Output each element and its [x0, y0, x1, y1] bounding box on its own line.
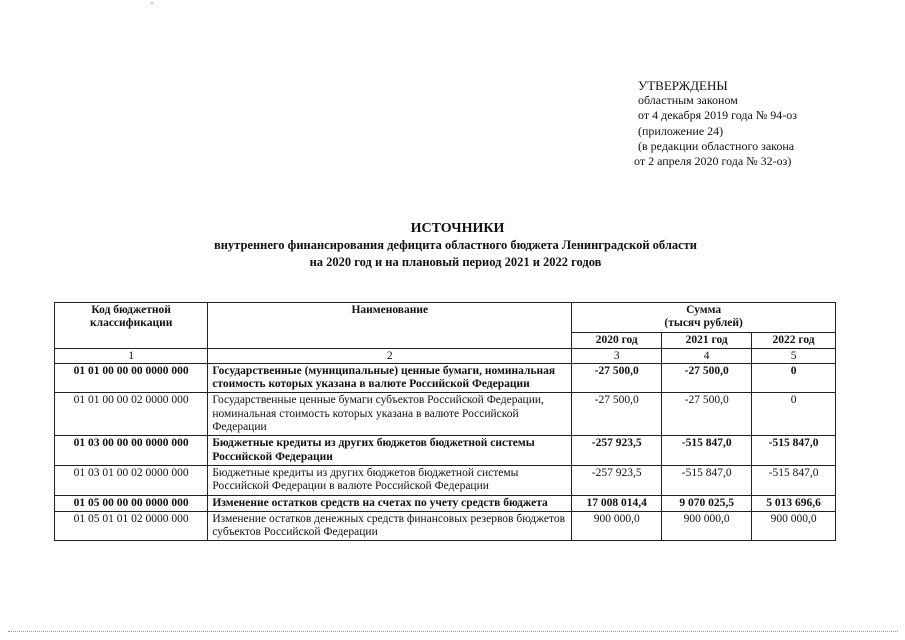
header-2022: 2022 год	[752, 332, 836, 348]
name-cell: Бюджетные кредиты из других бюджетов бюджетной системы Российской Федерации	[208, 436, 572, 466]
table-row	[55, 363, 836, 393]
scan-artifact-line	[8, 631, 898, 633]
header-name: Наименование	[208, 303, 572, 349]
amount-2022-cell: -515 847,0	[752, 436, 836, 466]
financing-sources-table	[54, 302, 836, 541]
budget-code-cell: 01 01 00 00 02 0000 000	[55, 393, 208, 436]
budget-code-cell: 01 01 00 00 00 0000 000	[55, 363, 208, 393]
table-row	[55, 436, 836, 466]
column-number: 1	[55, 348, 208, 363]
header-unit: (тысяч рублей)	[572, 317, 836, 332]
column-number: 3	[572, 348, 662, 363]
approval-line-2: от 4 декабря 2019 года № 94-оз	[638, 108, 798, 123]
amount-2020-cell: 17 008 014,4	[572, 495, 662, 511]
budget-code-cell: 01 03 01 00 02 0000 000	[55, 465, 208, 495]
table-row	[55, 465, 836, 495]
table-row	[55, 511, 836, 541]
approval-line-4: (в редакции областного закона	[638, 138, 795, 153]
amount-2022-cell: 900 000,0	[752, 511, 836, 541]
approval-stamp	[634, 78, 828, 169]
table-row	[55, 393, 836, 436]
name-cell: Бюджетные кредиты из других бюджетов бюджетной системы Российской Федерации в валюте Российской Федерации	[208, 465, 572, 495]
amount-2021-cell: -27 500,0	[662, 363, 752, 393]
amount-2020-cell: -27 500,0	[572, 393, 662, 436]
approval-line-3: (приложение 24)	[638, 123, 724, 138]
header-code: Код бюджетной классификации	[55, 303, 208, 349]
amount-2022-cell: 0	[752, 393, 836, 436]
header-row	[55, 303, 836, 318]
approval-line-5: от 2 апреля 2020 года № 32-оз)	[634, 154, 792, 169]
name-cell: Государственные ценные бумаги субъектов Российской Федерации, номинальная стоимость которых указана в валюте Российской Федерации	[208, 393, 572, 436]
document-heading	[0, 220, 905, 271]
name-cell: Изменение остатков денежных средств финансовых резервов бюджетов субъектов Российской Федерации	[208, 511, 572, 541]
approval-line-1: областным законом	[638, 93, 738, 108]
document-title: ИСТОЧНИКИ	[410, 221, 505, 236]
column-number: 2	[208, 348, 572, 363]
amount-2022-cell: -515 847,0	[752, 465, 836, 495]
budget-code-cell: 01 05 00 00 00 0000 000	[55, 495, 208, 511]
name-cell: Государственные (муниципальные) ценные бумаги, номинальная стоимость которых указана в валюте Российской Федерации	[208, 363, 572, 393]
table-body	[55, 363, 836, 541]
amount-2022-cell: 5 013 696,6	[752, 495, 836, 511]
column-number-row	[55, 348, 836, 363]
amount-2020-cell: 900 000,0	[572, 511, 662, 541]
header-sum: Сумма	[572, 303, 836, 318]
column-number: 5	[752, 348, 836, 363]
document-subtitle-2: на 2020 год и на плановый период 2021 и 2022 годов	[309, 255, 602, 269]
amount-2021-cell: -515 847,0	[662, 436, 752, 466]
budget-code-cell: 01 05 01 01 02 0000 000	[55, 511, 208, 541]
header-2020: 2020 год	[572, 332, 662, 348]
table-row	[55, 495, 836, 511]
amount-2020-cell: -27 500,0	[572, 363, 662, 393]
amount-2020-cell: -257 923,5	[572, 436, 662, 466]
name-cell: Изменение остатков средств на счетах по учету средств бюджета	[208, 495, 572, 511]
scan-speck	[151, 2, 153, 4]
amount-2021-cell: -515 847,0	[662, 465, 752, 495]
amount-2021-cell: 9 070 025,5	[662, 495, 752, 511]
approval-title: УТВЕРЖДЕНЫ	[638, 78, 728, 93]
amount-2021-cell: 900 000,0	[662, 511, 752, 541]
header-2021: 2021 год	[662, 332, 752, 348]
column-number: 4	[662, 348, 752, 363]
amount-2021-cell: -27 500,0	[662, 393, 752, 436]
budget-code-cell: 01 03 00 00 00 0000 000	[55, 436, 208, 466]
document-subtitle-1: внутреннего финансирования дефицита областного бюджета Ленинградской области	[213, 238, 698, 252]
amount-2022-cell: 0	[752, 363, 836, 393]
amount-2020-cell: -257 923,5	[572, 465, 662, 495]
